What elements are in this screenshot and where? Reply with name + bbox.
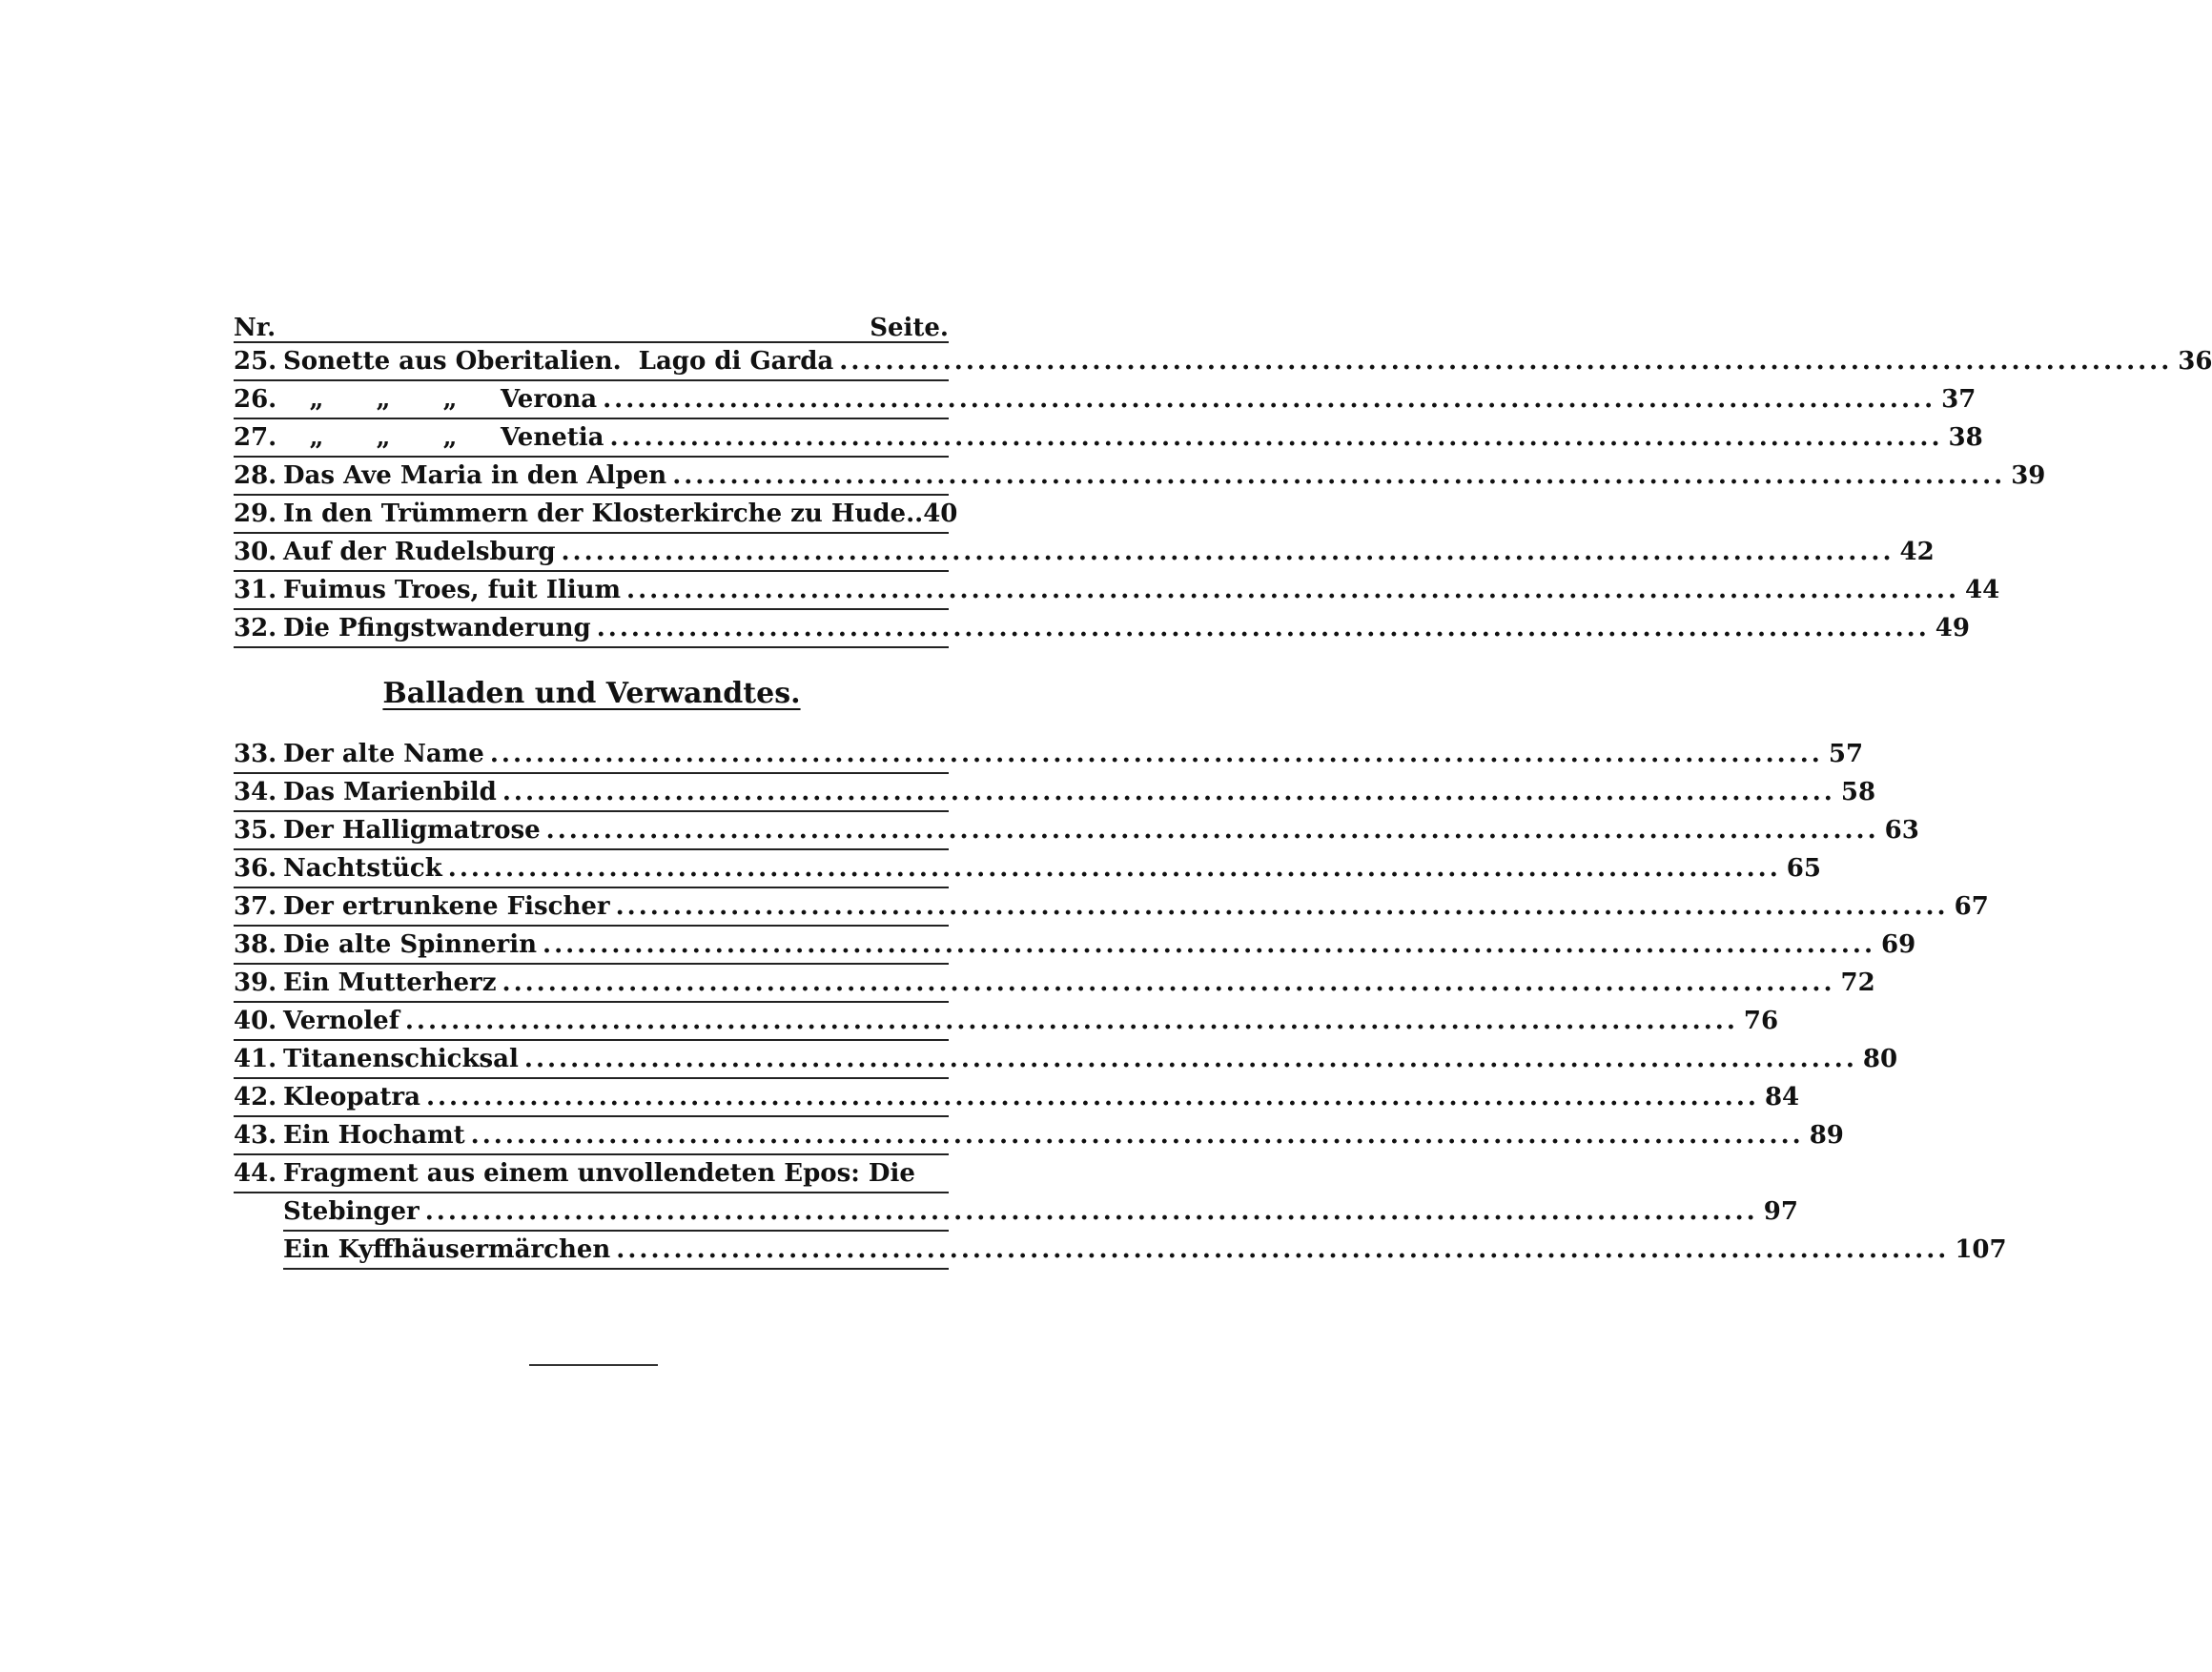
ditto-mark: „ — [309, 385, 324, 414]
ditto-mark: „ — [442, 385, 458, 414]
entry-number: 28. — [234, 461, 277, 490]
entry-number: 32. — [234, 614, 277, 642]
entry-title: Fragment aus einem unvollendeten Epos: Die — [283, 1159, 915, 1188]
leader-dots — [502, 965, 1835, 1001]
toc-entry-28 — [234, 458, 2046, 496]
ditto-mark: „ — [309, 423, 324, 452]
entry-number: 36. — [234, 854, 277, 883]
leader-dots — [448, 850, 1781, 887]
leader-dots — [546, 812, 1879, 848]
entry-page: 97 — [1763, 1197, 1798, 1226]
section-heading: Balladen und Verwandtes. — [382, 677, 801, 710]
entry-title: Ein Hochamt — [283, 1121, 465, 1150]
leader-dots — [610, 419, 1943, 456]
leader-dots — [839, 343, 2172, 379]
leader-dots — [471, 1117, 1804, 1153]
entry-number: 29. — [234, 500, 277, 528]
entry-number: 33. — [234, 740, 277, 768]
leader-dots — [502, 774, 1835, 810]
entry-title: Sonette aus Oberitalien. — [283, 347, 622, 376]
toc-entry-30 — [234, 534, 1935, 572]
entry-page: 42 — [1899, 538, 1935, 566]
entry-page: 58 — [1840, 778, 1876, 806]
entry-subtitle: Venetia — [501, 423, 604, 452]
toc-entry-26 — [234, 381, 1976, 419]
toc-part-1 — [234, 313, 2212, 648]
entry-number: 35. — [234, 816, 277, 845]
entry-title: Der ertrunkene Fischer — [283, 892, 610, 921]
entry-page: 37 — [1941, 385, 1976, 414]
entry-number: 34. — [234, 778, 277, 806]
toc-part-2 — [234, 736, 2007, 1270]
entry-number: 42. — [234, 1083, 277, 1111]
leader-dots — [405, 1003, 1738, 1039]
entry-page: 36 — [2178, 347, 2212, 376]
ditto-mark: „ — [376, 423, 391, 452]
toc-entry-44-continued — [283, 1193, 1798, 1232]
leader-dots — [543, 927, 1875, 963]
entry-title: Auf der Rudelsburg — [283, 538, 556, 566]
entry-number: 41. — [234, 1045, 277, 1073]
entry-page: 65 — [1786, 854, 1821, 883]
entry-number: 26. — [234, 385, 277, 414]
entry-page: 57 — [1828, 740, 1864, 768]
entry-subtitle: Verona — [501, 385, 598, 414]
toc-entry-44-kyffhaeuser — [283, 1232, 2007, 1270]
entry-page: 69 — [1881, 930, 1916, 959]
toc-entry-33 — [234, 736, 1864, 774]
entry-page: 72 — [1840, 969, 1875, 997]
entry-page: 67 — [1954, 892, 1989, 921]
ditto-marks — [283, 381, 483, 418]
leader-dots — [425, 1193, 1758, 1230]
leader-dots — [672, 458, 2005, 494]
entry-title: Ein Kyffhäusermärchen — [283, 1235, 611, 1264]
entry-page: 84 — [1764, 1083, 1800, 1111]
entry-subtitle: Lago di Garda — [638, 347, 834, 376]
toc-entry-43 — [234, 1117, 1844, 1155]
leader-dots — [616, 888, 1949, 925]
leader-dots — [603, 381, 1936, 418]
leader-dots — [597, 610, 1930, 646]
toc-entry-42 — [234, 1079, 1800, 1117]
footer-rule — [529, 1364, 658, 1366]
entry-title: Die Pfingstwanderung — [283, 614, 591, 642]
toc-entry-34 — [234, 774, 1876, 812]
toc-entry-37 — [234, 888, 1989, 927]
entry-title: Vernolef — [283, 1007, 399, 1035]
leader-dots — [524, 1041, 1857, 1077]
toc-entry-29 — [234, 496, 958, 534]
entry-page: 39 — [2011, 461, 2046, 490]
entry-page: 38 — [1948, 423, 1983, 452]
entry-number: 31. — [234, 576, 277, 604]
entry-title: Stebinger — [283, 1197, 420, 1226]
entry-page: 49 — [1935, 614, 1970, 642]
ditto-marks — [283, 419, 483, 456]
entry-title: Nachtstück — [283, 854, 442, 883]
entry-number: 40. — [234, 1007, 277, 1035]
entry-page: 40 — [923, 500, 958, 528]
leader-dots — [490, 736, 1823, 772]
entry-number: 38. — [234, 930, 277, 959]
entry-title: Ein Mutterherz — [283, 969, 497, 997]
ditto-mark: „ — [376, 385, 391, 414]
entry-page: 44 — [1965, 576, 2000, 604]
toc-header — [234, 313, 949, 343]
toc-entry-39 — [234, 965, 1875, 1003]
entry-number: 39. — [234, 969, 277, 997]
entry-page: 89 — [1809, 1121, 1844, 1150]
seite-column-label: Seite. — [870, 314, 949, 342]
entry-number: 27. — [234, 423, 277, 452]
entry-title: Titanenschicksal — [283, 1045, 519, 1073]
toc-entry-31 — [234, 572, 2000, 610]
entry-page: 76 — [1743, 1007, 1779, 1035]
toc-entry-41 — [234, 1041, 1898, 1079]
toc-entry-36 — [234, 850, 1821, 888]
entry-number: 30. — [234, 538, 277, 566]
toc-entry-25 — [234, 343, 2212, 381]
toc-entry-40 — [234, 1003, 1779, 1041]
toc-entry-32 — [234, 610, 1970, 648]
entry-number: 37. — [234, 892, 277, 921]
leader-dots — [626, 572, 1959, 608]
toc-entry-35 — [234, 812, 1919, 850]
leader-dots — [562, 534, 1895, 570]
entry-page: 80 — [1862, 1045, 1898, 1073]
entry-number: 44. — [234, 1159, 277, 1188]
leader-dots — [426, 1079, 1759, 1115]
entry-title: Kleopatra — [283, 1083, 420, 1111]
leader-dots — [616, 1232, 1949, 1268]
toc-entry-38 — [234, 927, 1916, 965]
ditto-mark: „ — [442, 423, 458, 452]
nr-column-label: Nr. — [234, 314, 276, 342]
entry-title: Das Ave Maria in den Alpen — [283, 461, 667, 490]
entry-title: Fuimus Troes, fuit Ilium — [283, 576, 622, 604]
entry-title: Das Marienbild — [283, 778, 497, 806]
entry-title: Der alte Name — [283, 740, 484, 768]
toc-entry-27 — [234, 419, 1983, 458]
entry-title: Die alte Spinnerin — [283, 930, 538, 959]
entry-page: 107 — [1955, 1235, 2007, 1264]
entry-number: 43. — [234, 1121, 277, 1150]
entry-title: In den Trümmern der Klosterkirche zu Hude.. — [283, 500, 924, 528]
entry-title: Der Halligmatrose — [283, 816, 541, 845]
entry-page: 63 — [1884, 816, 1919, 845]
entry-number: 25. — [234, 347, 277, 376]
toc-entry-44 — [234, 1155, 949, 1193]
